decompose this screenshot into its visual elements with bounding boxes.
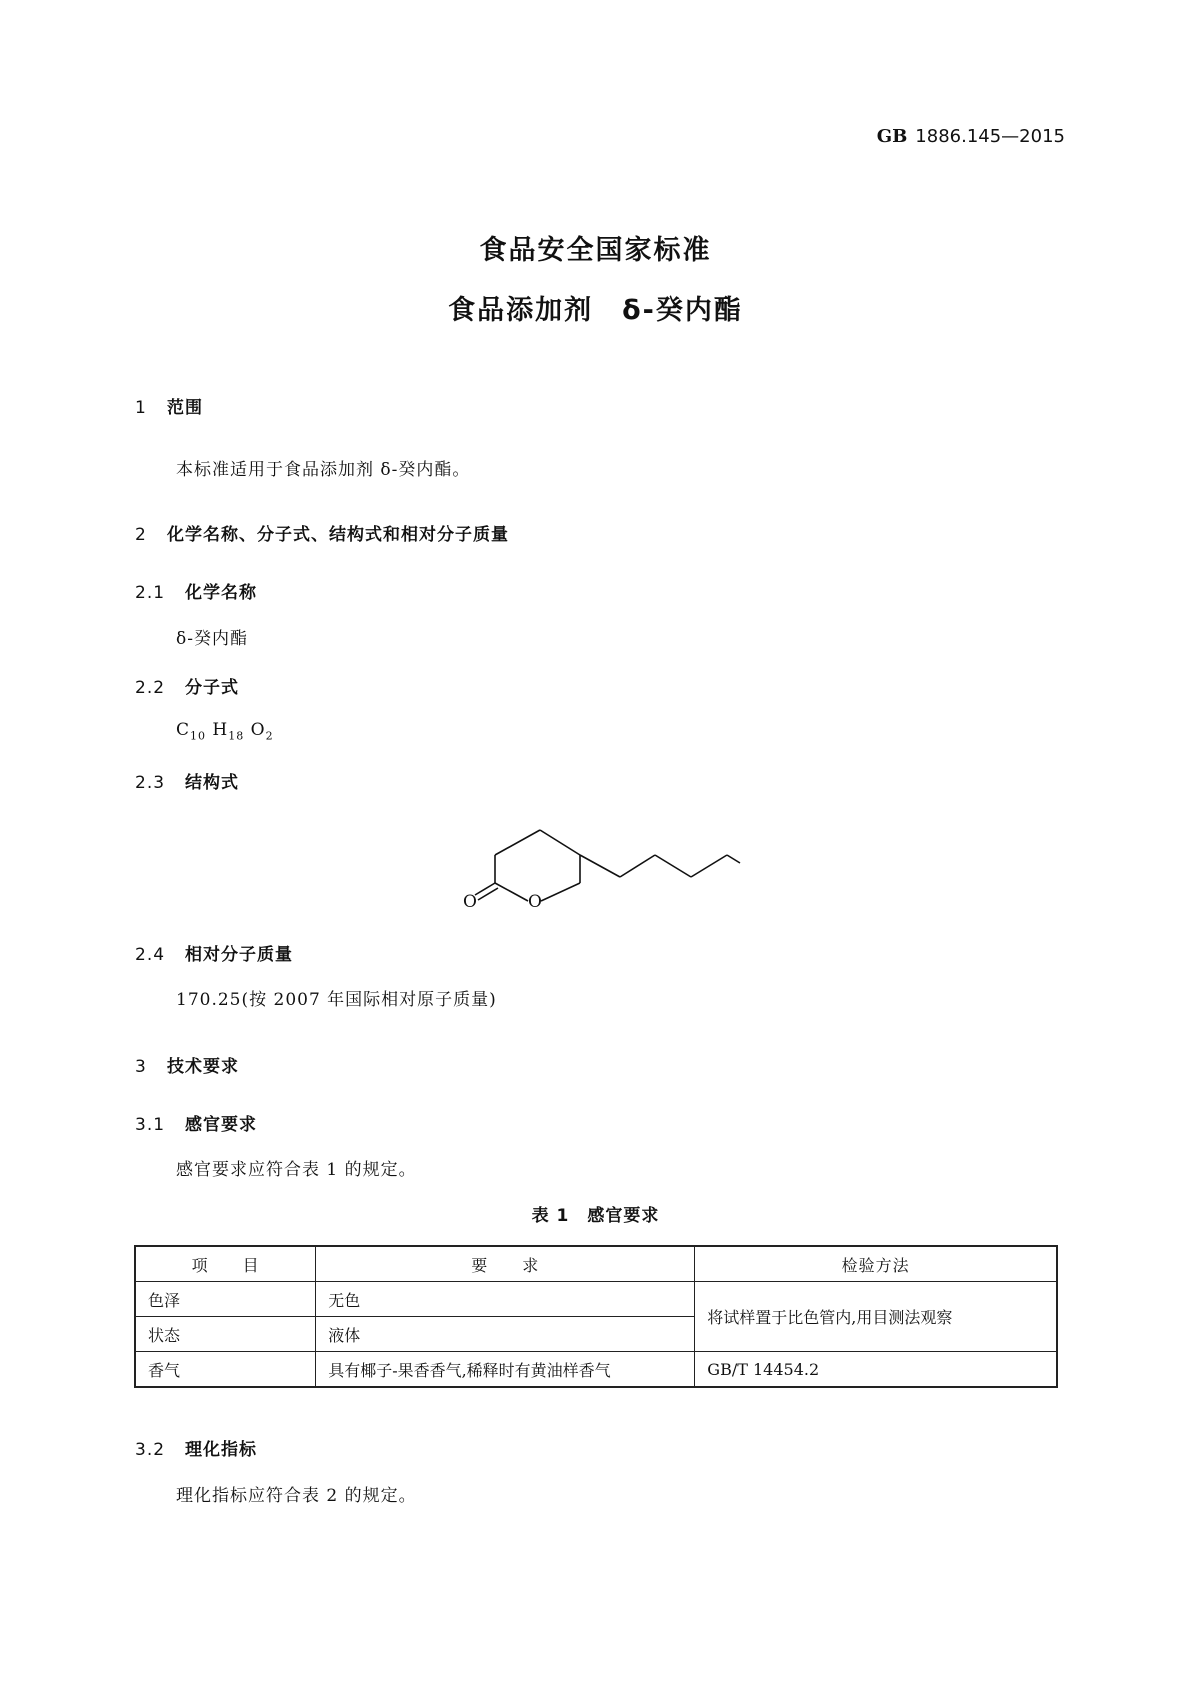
table-row: [135, 1282, 1057, 1317]
section-number: 3.2: [135, 1440, 166, 1460]
header-method: 检验方法: [695, 1246, 1057, 1282]
structural-formula: [455, 815, 755, 910]
section-title: 技术要求: [167, 1057, 239, 1077]
cell-requirement: 液体: [316, 1317, 695, 1352]
section-number: 2.1: [135, 583, 166, 603]
section-1-text: 本标准适用于食品添加剂 δ-癸内酯。: [176, 460, 471, 480]
section-title: 理化指标: [185, 1440, 257, 1460]
molecular-mass: 170.25(按 2007 年国际相对原子质量): [176, 990, 497, 1010]
cell-requirement: 具有椰子-果香香气,稀释时有黄油样香气: [316, 1352, 695, 1388]
section-title: 结构式: [185, 773, 239, 793]
section-3-2-text: 理化指标应符合表 2 的规定。: [176, 1486, 417, 1506]
chemical-name: δ-癸内酯: [176, 629, 248, 649]
section-2-2-heading: [135, 673, 239, 698]
section-3-1-heading: [135, 1110, 257, 1135]
section-title: 相对分子质量: [185, 945, 293, 965]
cell-item: 色泽: [135, 1282, 316, 1317]
section-2-4-heading: [135, 940, 293, 965]
sensory-requirements-table: [134, 1245, 1058, 1388]
section-3-2-heading: [135, 1435, 257, 1460]
header-item: 项 目: [135, 1246, 316, 1282]
cell-method: 将试样置于比色管内,用目测法观察: [695, 1282, 1057, 1352]
section-number: 3: [135, 1057, 147, 1077]
cell-item: 状态: [135, 1317, 316, 1352]
section-number: 2: [135, 525, 147, 545]
section-number: 3.1: [135, 1115, 166, 1135]
section-2-heading: [135, 520, 509, 545]
table-1-caption: 表 1 感官要求: [531, 1206, 660, 1226]
table-header-row: [135, 1246, 1057, 1282]
section-title: 感官要求: [185, 1115, 257, 1135]
section-title: 分子式: [185, 678, 239, 698]
section-2-1-heading: [135, 578, 257, 603]
section-number: 2.3: [135, 773, 166, 793]
molecular-formula: $C_{10}$ $H_{18}$ $O_2$: [176, 720, 274, 743]
section-1-heading: [135, 393, 203, 418]
section-title: 化学名称: [185, 583, 257, 603]
section-3-heading: [135, 1052, 239, 1077]
carbonyl-oxygen: O: [463, 892, 477, 910]
section-title: 范围: [167, 398, 203, 418]
standard-number: 1886.145—2015: [915, 126, 1065, 147]
document-subtitle: 食品添加剂 δ-癸内酯: [448, 295, 743, 326]
section-number: 2.4: [135, 945, 166, 965]
cell-method: GB/T 14454.2: [695, 1352, 1057, 1388]
section-number: 2.2: [135, 678, 166, 698]
section-number: 1: [135, 398, 147, 418]
cell-item: 香气: [135, 1352, 316, 1388]
section-title: 化学名称、分子式、结构式和相对分子质量: [167, 525, 509, 545]
section-2-3-heading: [135, 768, 239, 793]
header-requirement: 要 求: [316, 1246, 695, 1282]
cell-requirement: 无色: [316, 1282, 695, 1317]
standard-id: [877, 126, 1065, 147]
document-title: 食品安全国家标准: [479, 235, 712, 266]
section-3-1-text: 感官要求应符合表 1 的规定。: [176, 1160, 417, 1180]
table-row: [135, 1352, 1057, 1388]
ring-oxygen: O: [528, 892, 542, 910]
standard-prefix: GB: [876, 126, 908, 147]
